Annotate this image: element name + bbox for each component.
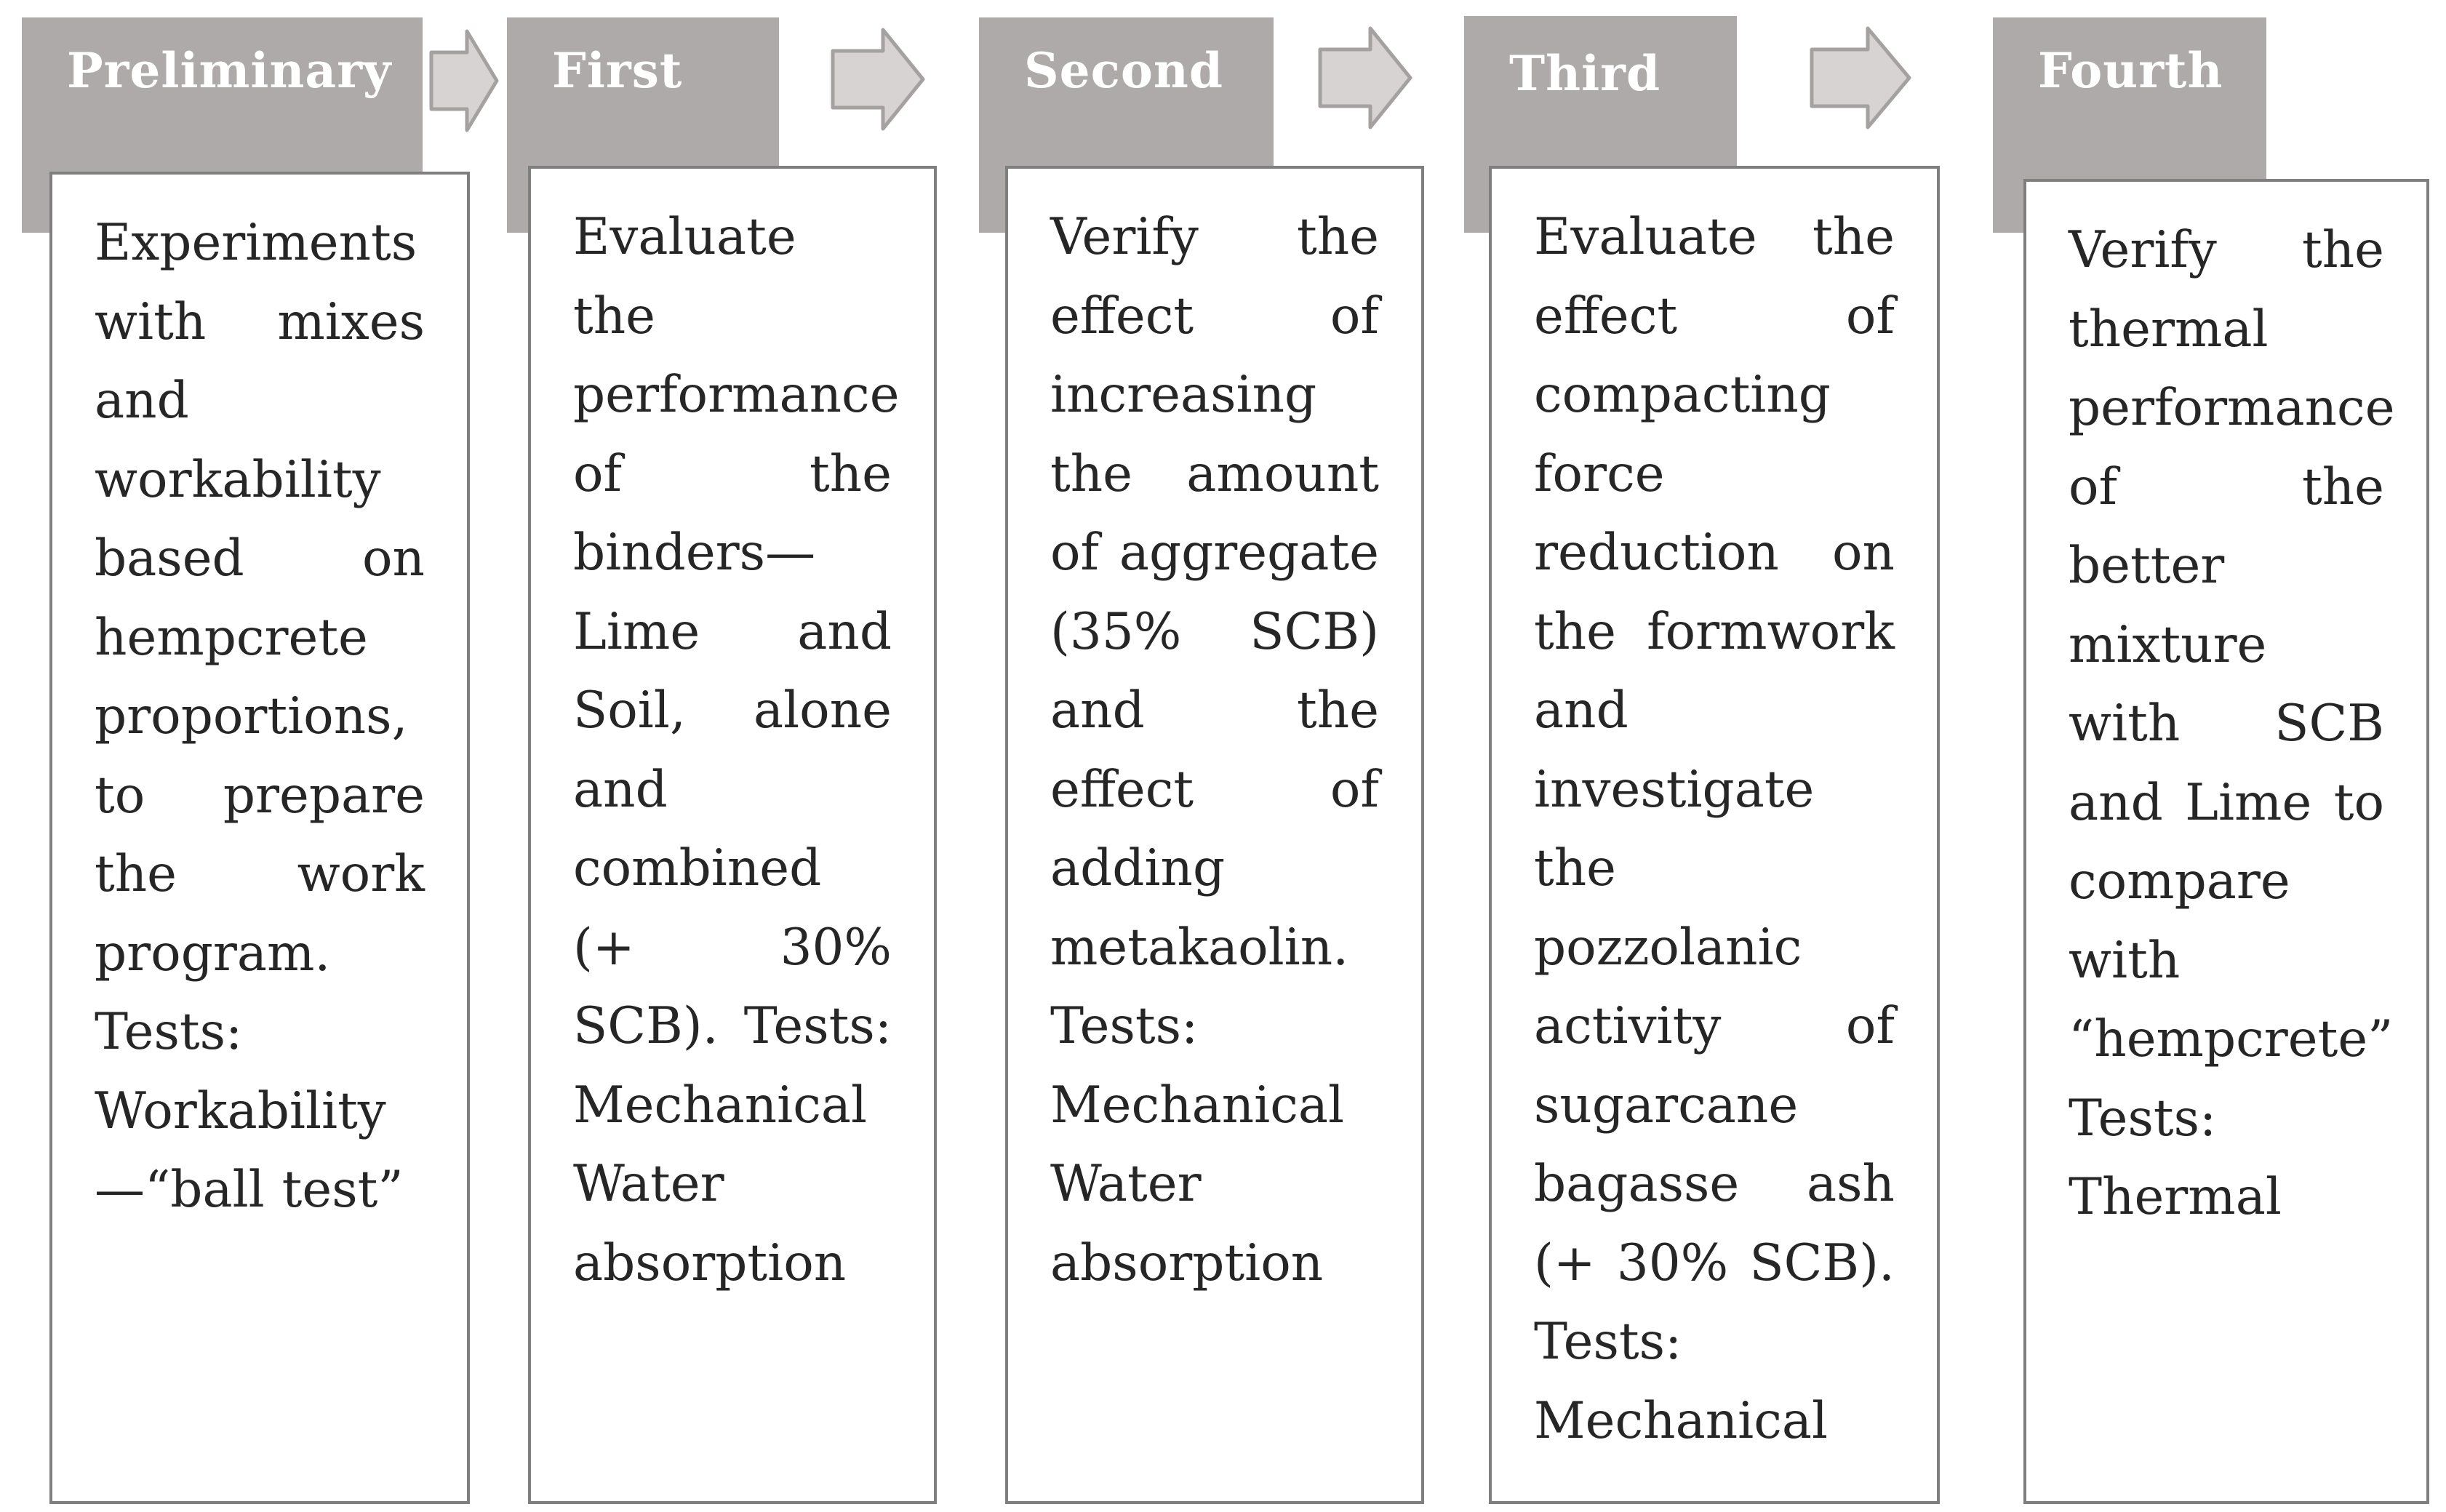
stage-box-third — [1489, 166, 1940, 1504]
stage-label: Second — [1024, 42, 1223, 99]
stage-description: Evaluate the performance of the binders— Lime and Soil, alone and combined (+ 30% SCB). Tests: Mechanical Water absorption — [573, 208, 900, 1292]
right-arrow-icon — [429, 29, 499, 132]
stage-description: Verify the thermal performance of the better mixture with SCB and Lime to compare with “hempcrete” Tests: Thermal — [2069, 221, 2395, 1226]
stage-box-preliminary — [49, 172, 470, 1504]
right-arrow-icon — [1318, 26, 1412, 129]
stage-label: First — [552, 42, 683, 99]
stage-box-fourth — [2023, 179, 2429, 1504]
stage-description: Experiments with mixes and workability based on hempcrete proportions, to prepare the work program. Tests: Workability —“ball test” — [95, 214, 425, 1219]
stage-label: Preliminary — [67, 42, 392, 99]
right-arrow-icon — [831, 28, 925, 131]
stage-box-second — [1005, 166, 1424, 1504]
right-arrow-icon — [1810, 26, 1911, 129]
stage-description: Verify the effect of increasing the amount of aggregate (35% SCB) and the effect of adding metakaolin. Tests: Mechanical Water absorption — [1050, 208, 1379, 1292]
stage-label: Third — [1509, 45, 1661, 102]
stage-box-first — [528, 166, 937, 1504]
stage-description: Evaluate the effect of compacting force reduction on the formwork and investigate the pozzolanic activity of sugarcane bagasse ash (+ 30% SCB). Tests: Mechanical — [1534, 208, 1895, 1450]
stage-label: Fourth — [2038, 42, 2223, 99]
